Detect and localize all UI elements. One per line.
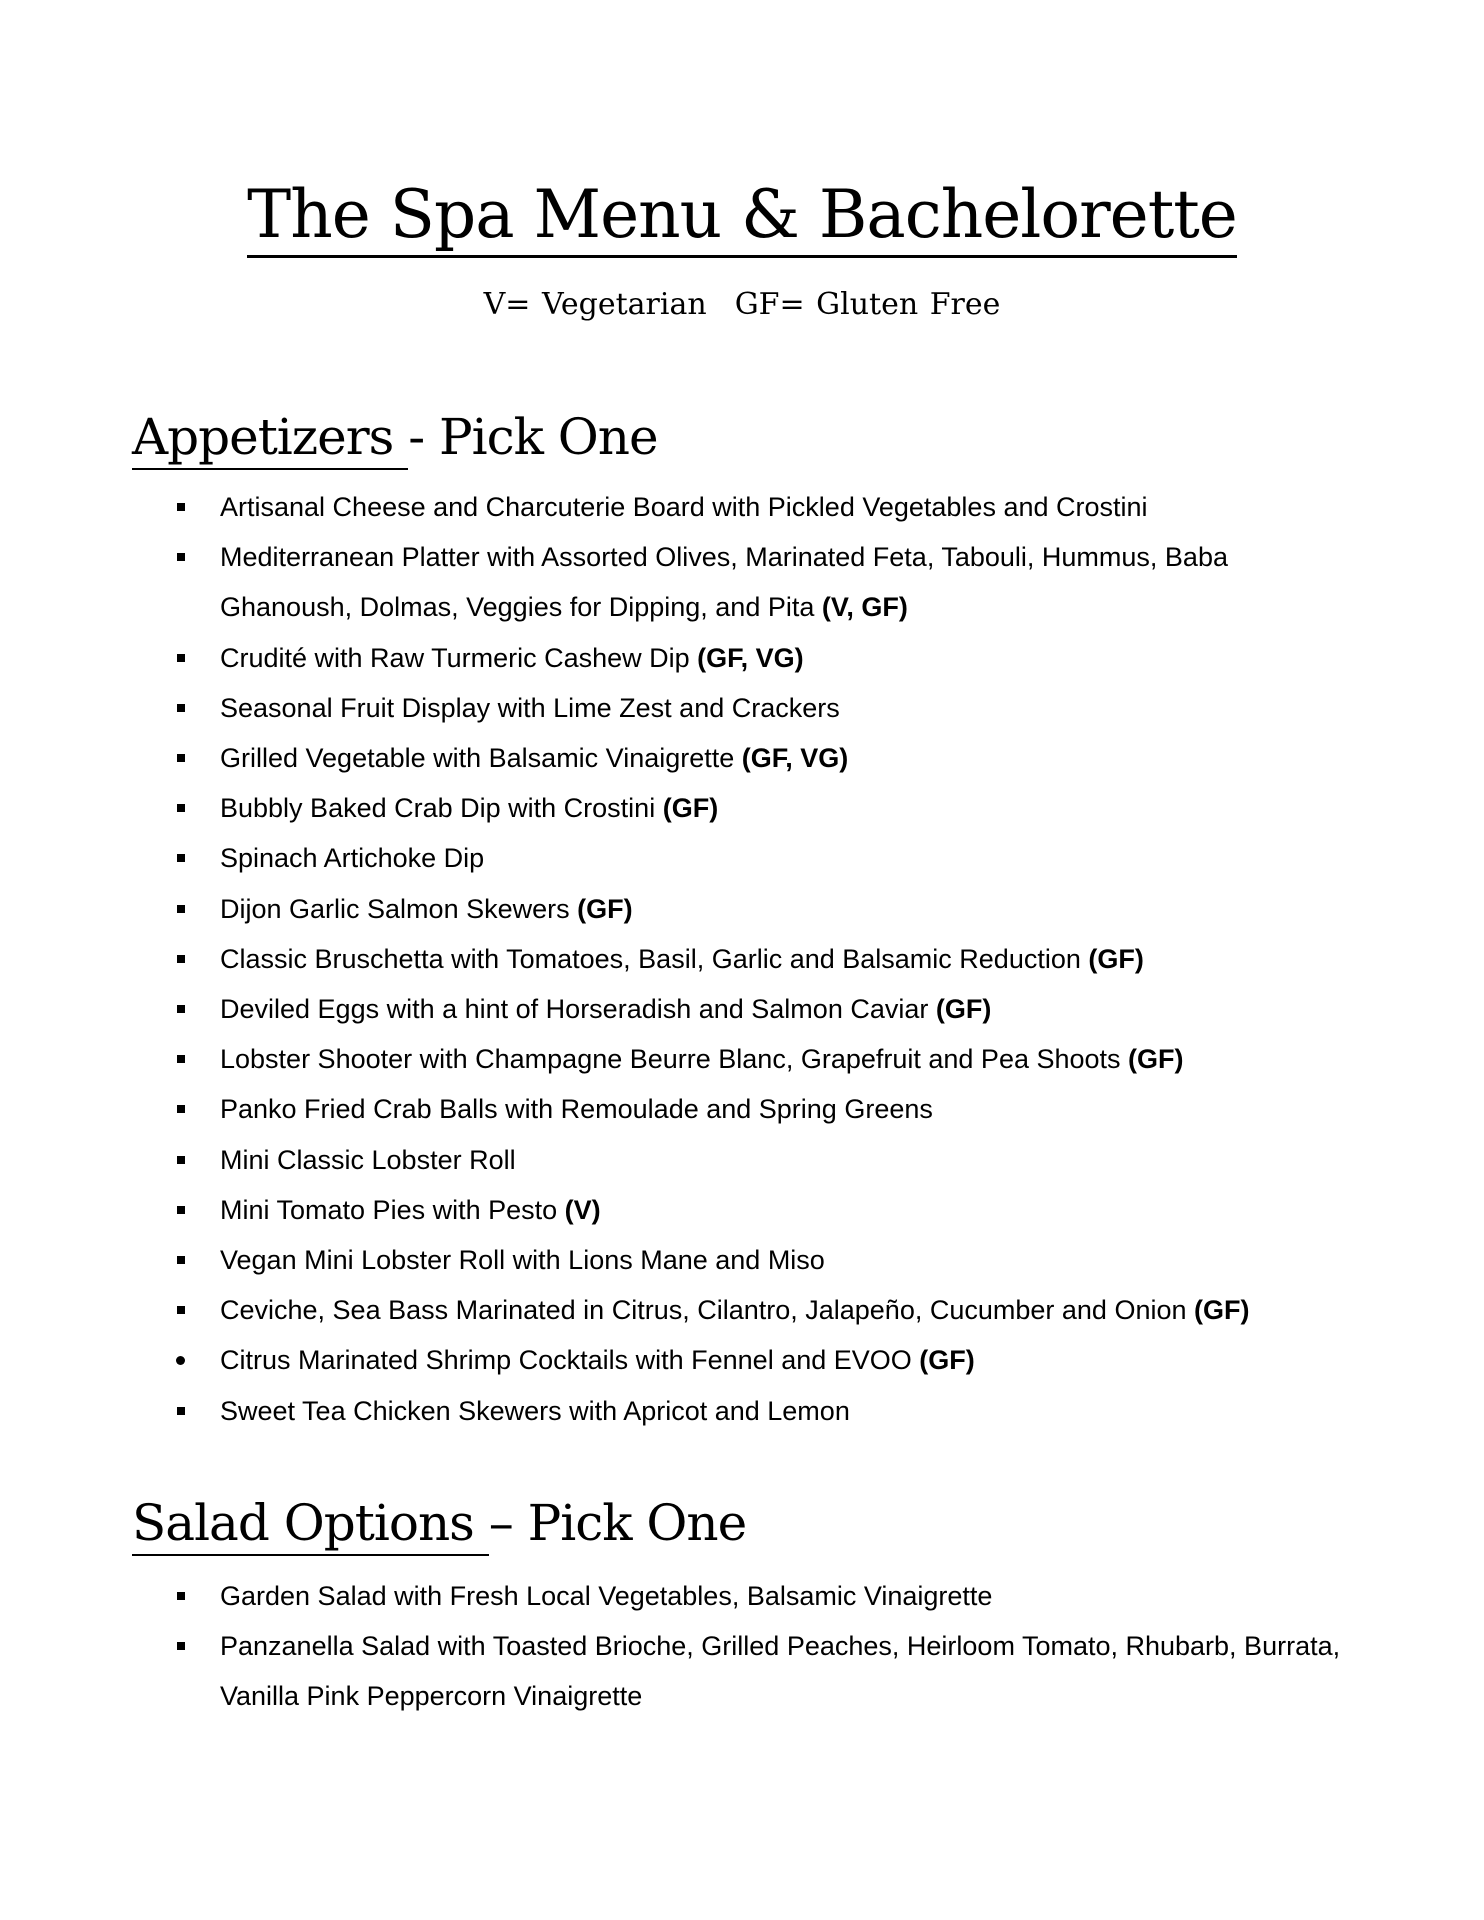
item-text: Panko Fried Crab Balls with Remoulade and Spring Greens — [220, 1094, 933, 1125]
bullet-icon — [177, 1206, 185, 1214]
item-text: Dijon Garlic Salmon Skewers — [220, 893, 578, 924]
salad-options-heading-rest: – Pick One — [488, 1494, 747, 1552]
bullet-icon — [177, 503, 185, 511]
list-item — [0, 1335, 1484, 1385]
item-text: Citrus Marinated Shrimp Cocktails with Fennel and EVOO — [220, 1345, 920, 1376]
item-text: Vegan Mini Lobster Roll with Lions Mane and Miso — [220, 1245, 825, 1276]
item-text: Seasonal Fruit Display with Lime Zest and Crackers — [220, 692, 840, 723]
bullet-icon — [177, 854, 185, 862]
item-text: Spinach Artichoke Dip — [220, 843, 485, 874]
list-item — [0, 783, 1484, 833]
list-item — [0, 1285, 1484, 1335]
diet-tag: (GF) — [662, 793, 719, 824]
list-item — [0, 1571, 1484, 1621]
dietary-legend — [0, 283, 1484, 327]
bullet-icon — [177, 1156, 185, 1164]
list-item — [0, 532, 1484, 632]
bullet-icon — [177, 905, 185, 913]
salad-options-list — [0, 1571, 1484, 1722]
salad-options-heading — [132, 1491, 746, 1555]
item-text: Mini Tomato Pies with Pesto — [220, 1194, 565, 1225]
list-item — [0, 1084, 1484, 1134]
item-text: Classic Bruschetta with Tomatoes, Basil, Garlic and Balsamic Reduction — [220, 943, 1089, 974]
appetizers-heading-rest: - Pick One — [408, 408, 658, 466]
list-item — [0, 833, 1484, 883]
list-item — [0, 984, 1484, 1034]
item-text: Mediterranean Platter with Assorted Olives, Marinated Feta, Tabouli, Hummus, Baba Ghanoush, Dolmas, Veggies for Dipping, and Pita — [220, 542, 1228, 623]
salad-options-heading-main: Salad Options — [132, 1494, 489, 1556]
diet-tag: (GF, VG) — [697, 642, 804, 673]
bullet-icon — [177, 704, 185, 712]
bullet-icon — [177, 654, 185, 662]
list-item — [0, 633, 1484, 683]
diet-tag: (V, GF) — [821, 592, 908, 623]
list-item — [0, 733, 1484, 783]
bullet-icon — [177, 754, 185, 762]
item-text: Panzanella Salad with Toasted Brioche, Grilled Peaches, Heirloom Tomato, Rhubarb, Burrata, Vanilla Pink Peppercorn Vinaigrette — [220, 1631, 1341, 1712]
item-text: Crudité with Raw Turmeric Cashew Dip — [220, 642, 698, 673]
list-item — [0, 482, 1484, 532]
item-text: Lobster Shooter with Champagne Beurre Blanc, Grapefruit and Pea Shoots — [220, 1044, 1129, 1075]
list-item — [0, 934, 1484, 984]
bullet-icon — [177, 1592, 185, 1600]
item-text: Sweet Tea Chicken Skewers with Apricot and Lemon — [220, 1395, 850, 1426]
diet-tag: (V) — [564, 1194, 601, 1225]
diet-tag: (GF) — [1194, 1295, 1250, 1326]
bullet-icon — [177, 553, 185, 561]
bullet-icon — [177, 1055, 185, 1063]
legend-vegetarian: V= Vegetarian — [483, 287, 707, 322]
round-bullet-icon — [176, 1356, 185, 1365]
diet-tag: (GF) — [919, 1345, 975, 1376]
list-item — [0, 1386, 1484, 1436]
item-text: Deviled Eggs with a hint of Horseradish and Salmon Caviar — [220, 994, 936, 1025]
appetizers-heading-main: Appetizers — [132, 408, 408, 470]
item-text: Bubbly Baked Crab Dip with Crostini — [220, 793, 663, 824]
item-text: Artisanal Cheese and Charcuterie Board with Pickled Vegetables and Crostini — [220, 492, 1148, 522]
item-text: Mini Classic Lobster Roll — [220, 1144, 516, 1175]
list-item — [0, 1235, 1484, 1285]
diet-tag: (GF) — [935, 994, 992, 1025]
list-item — [0, 1034, 1484, 1084]
bullet-icon — [177, 1642, 185, 1650]
bullet-icon — [177, 1256, 185, 1264]
bullet-icon — [177, 1005, 185, 1013]
diet-tag: (GF, VG) — [741, 743, 849, 774]
appetizers-heading — [132, 405, 658, 469]
diet-tag: (GF) — [577, 893, 633, 924]
item-text: Grilled Vegetable with Balsamic Vinaigrette — [220, 743, 742, 774]
list-item — [0, 1185, 1484, 1235]
list-item — [0, 1621, 1484, 1721]
page-title-text: The Spa Menu & Bachelorette — [247, 176, 1237, 258]
item-text: Garden Salad with Fresh Local Vegetables, Balsamic Vinaigrette — [220, 1581, 993, 1611]
list-item — [0, 683, 1484, 733]
diet-tag: (GF) — [1128, 1044, 1184, 1075]
bullet-icon — [177, 804, 185, 812]
page-title — [0, 170, 1484, 260]
item-text: Ceviche, Sea Bass Marinated in Citrus, Cilantro, Jalapeño, Cucumber and Onion — [220, 1295, 1194, 1326]
bullet-icon — [177, 1306, 185, 1314]
list-item — [0, 884, 1484, 934]
bullet-icon — [177, 1407, 185, 1415]
list-item — [0, 1135, 1484, 1185]
diet-tag: (GF) — [1088, 943, 1144, 974]
bullet-icon — [177, 955, 185, 963]
legend-gluten-free: GF= Gluten Free — [734, 287, 1001, 322]
appetizers-list — [0, 482, 1484, 1436]
bullet-icon — [177, 1105, 185, 1113]
